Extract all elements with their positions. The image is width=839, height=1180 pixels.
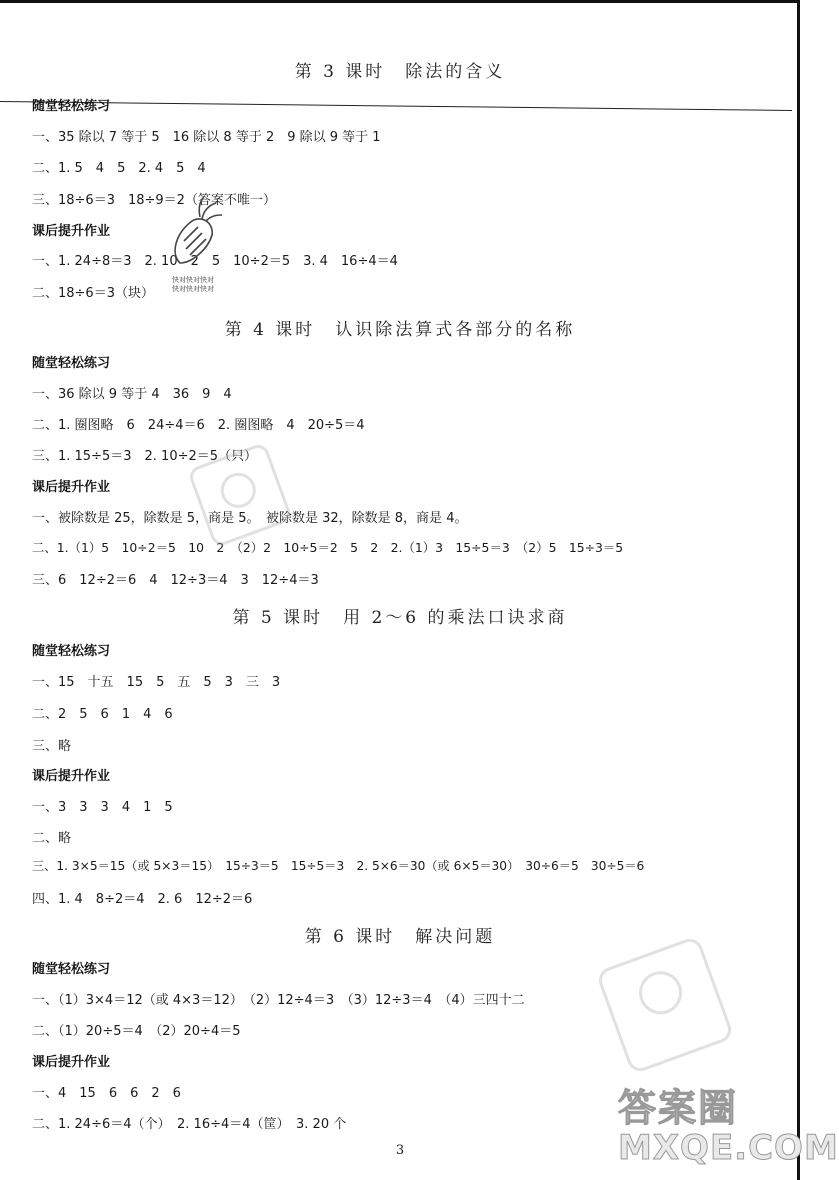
lesson5-hw-line-3: 三、1. 3×5＝15（或 5×3＝15） 15÷3＝5 15÷5＝3 2. 5×6＝30（或 6×5＝30） 30÷6＝5 30÷5＝6 <box>32 859 645 873</box>
lesson4-hw-line-3: 三、6 12÷2＝6 4 12÷3＝4 3 12÷4＝3 <box>32 573 319 588</box>
lesson3-practice-label: 随堂轻松练习 <box>32 99 111 114</box>
lesson4-hw-line-1: 一、被除数是 25，除数是 5，商是 5。 被除数是 32，除数是 8，商是 4。 <box>32 511 468 526</box>
carrot-stamp-icon <box>162 193 224 277</box>
lesson5-practice-label: 随堂轻松练习 <box>32 644 111 659</box>
lesson3-heading: 第 3 课时 除法的含义 <box>294 62 506 82</box>
lesson3-line-1: 一、35 除以 7 等于 5 16 除以 8 等于 2 9 除以 9 等于 1 <box>32 130 381 145</box>
lesson5-hw-line-4: 四、1. 4 8÷2＝4 2. 6 12÷2＝6 <box>32 892 253 907</box>
lesson5-line-3: 三、略 <box>32 739 72 754</box>
stamp-caption: 快对快对快对 快对快对快对 <box>172 276 214 293</box>
lesson6-homework-label: 课后提升作业 <box>32 1055 111 1070</box>
lesson6-heading: 第 6 课时 解决问题 <box>304 927 496 947</box>
lesson6-line-2: 二、（1）20÷5＝4 （2）20÷4＝5 <box>32 1024 241 1039</box>
lesson5-heading: 第 5 课时 用 2～6 的乘法口诀求商 <box>232 608 568 628</box>
lesson3-line-3: 三、18÷6＝3 18÷9＝2（答案不唯一） <box>32 193 276 208</box>
lesson4-line-1: 一、36 除以 9 等于 4 36 9 4 <box>32 387 232 402</box>
page-number: 3 <box>395 1143 405 1158</box>
lesson6-practice-label: 随堂轻松练习 <box>32 962 111 977</box>
right-border <box>797 0 800 1180</box>
lesson5-line-1: 一、15 十五 15 5 五 5 3 三 3 <box>32 675 281 690</box>
lesson3-homework-label: 课后提升作业 <box>32 224 111 239</box>
lesson5-hw-line-2: 二、略 <box>32 831 72 846</box>
watermark-stamp-icon <box>180 440 300 550</box>
lesson3-hw-line-2: 二、18÷6＝3（块） <box>32 286 154 301</box>
lesson6-line-1: 一、（1）3×4＝12（或 4×3＝12） （2）12÷4＝3 （3）12÷3＝4 （4）三四十二 <box>32 993 525 1008</box>
top-border <box>0 0 800 3</box>
lesson6-hw-line-2: 二、1. 24÷6＝4（个） 2. 16÷4＝4（筐） 3. 20 个 <box>32 1117 347 1132</box>
lesson4-practice-label: 随堂轻松练习 <box>32 356 111 371</box>
lesson5-line-2: 二、2 5 6 1 4 6 <box>32 707 173 722</box>
lesson4-line-2: 二、1. 圈图略 6 24÷4＝6 2. 圈图略 4 20÷5＝4 <box>32 418 365 433</box>
site-watermark: 答案圈 MXQE.COM <box>618 1086 839 1168</box>
lesson5-homework-label: 课后提升作业 <box>32 769 111 784</box>
watermark-stamp-icon-2 <box>590 930 740 1080</box>
lesson4-heading: 第 4 课时 认识除法算式各部分的名称 <box>224 320 576 340</box>
lesson6-hw-line-1: 一、4 15 6 6 2 6 <box>32 1086 181 1101</box>
lesson4-line-3: 三、1. 15÷5＝3 2. 10÷2＝5（只） <box>32 449 258 464</box>
lesson4-homework-label: 课后提升作业 <box>32 480 111 495</box>
lesson3-line-2: 二、1. 5 4 5 2. 4 5 4 <box>32 161 206 176</box>
lesson4-hw-line-2: 二、1.（1）5 10÷2＝5 10 2 （2）2 10÷5＝2 5 2 2.（1）3 15÷5＝3 （2）5 15÷3＝5 <box>32 540 624 555</box>
lesson5-hw-line-1: 一、3 3 3 4 1 5 <box>32 800 173 815</box>
header-rule <box>0 101 792 111</box>
lesson3-hw-line-1: 一、1. 24÷8＝3 2. 10 2 5 10÷2＝5 3. 4 16÷4＝4 <box>32 254 398 269</box>
